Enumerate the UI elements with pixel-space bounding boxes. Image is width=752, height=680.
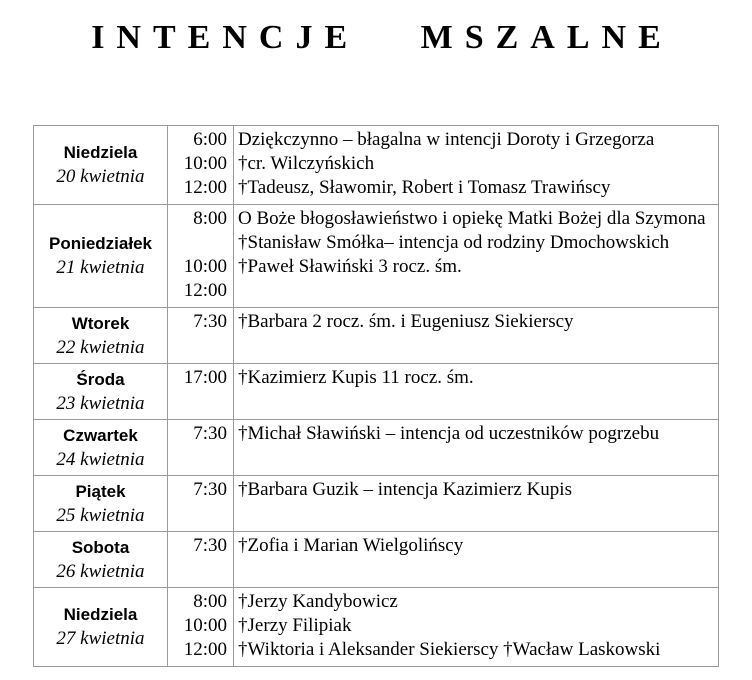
intentions-cell — [234, 364, 719, 420]
mass-intention: †Kazimierz Kupis 11 rocz. śm. — [238, 367, 474, 388]
table-row — [34, 126, 719, 205]
day-cell — [34, 420, 168, 476]
day-date: 25 kwietnia — [56, 504, 145, 526]
intentions-cell — [234, 588, 719, 667]
day-date: 23 kwietnia — [56, 392, 145, 414]
mass-intention: †Barbara Guzik – intencja Kazimierz Kupis — [238, 479, 572, 500]
day-cell — [34, 364, 168, 420]
day-name: Piątek — [75, 481, 126, 501]
mass-time: 7:30 — [193, 423, 227, 444]
times-cell — [168, 532, 234, 588]
day-name: Czwartek — [63, 425, 138, 445]
intentions-table — [33, 125, 719, 667]
intentions-cell — [234, 308, 719, 364]
times-cell — [168, 126, 234, 205]
table-row — [34, 476, 719, 532]
mass-time: 7:30 — [193, 311, 227, 332]
day-cell — [34, 126, 168, 205]
times-cell — [168, 205, 234, 308]
day-date: 20 kwietnia — [56, 166, 145, 187]
intentions-cell — [234, 126, 719, 205]
mass-intention: †Barbara 2 rocz. śm. i Eugeniusz Siekierscy — [238, 311, 574, 332]
mass-time: 7:30 — [193, 479, 227, 500]
mass-time: 12:00 — [183, 280, 227, 301]
intentions-cell — [234, 532, 719, 588]
day-name: Wtorek — [71, 313, 130, 333]
mass-intention: †Zofia i Marian Wielgolińscy — [238, 535, 464, 556]
day-cell — [34, 476, 168, 532]
day-date: 26 kwietnia — [56, 560, 145, 582]
table-row — [34, 420, 719, 476]
times-cell — [168, 476, 234, 532]
day-cell — [34, 532, 168, 588]
mass-time: 12:00 — [183, 177, 227, 198]
day-date: 24 kwietnia — [56, 448, 145, 470]
intentions-cell — [234, 420, 719, 476]
day-name: Środa — [76, 369, 125, 389]
mass-intention: †Wiktoria i Aleksander Siekierscy †Wacław Laskowski — [238, 639, 661, 660]
mass-time: 10:00 — [183, 615, 227, 636]
table-row — [34, 588, 719, 667]
mass-intention: †Jerzy Filipiak — [238, 615, 352, 636]
day-name: Niedziela — [63, 605, 138, 624]
mass-intention: †Michał Sławiński – intencja od uczestników pogrzebu — [238, 423, 660, 444]
table-row — [34, 532, 719, 588]
mass-time: 12:00 — [183, 639, 227, 660]
mass-intention: O Boże błogosławieństwo i opiekę Matki Bożej dla Szymona — [238, 208, 706, 229]
day-cell — [34, 588, 168, 667]
day-date: 22 kwietnia — [56, 336, 145, 358]
day-date: 21 kwietnia — [56, 257, 145, 278]
mass-time: 7:30 — [193, 535, 227, 556]
times-cell — [168, 364, 234, 420]
mass-time: 10:00 — [183, 256, 227, 277]
mass-time: 8:00 — [193, 591, 227, 612]
table-row — [34, 364, 719, 420]
day-cell — [34, 205, 168, 308]
mass-time: 10:00 — [183, 153, 227, 174]
day-name: Sobota — [71, 537, 130, 557]
times-cell — [168, 308, 234, 364]
page-title: INTENCJE MSZALNE — [91, 19, 673, 56]
times-cell — [168, 588, 234, 667]
mass-intention: †cr. Wilczyńskich — [238, 153, 375, 174]
mass-intention: †Tadeusz, Sławomir, Robert i Tomasz Trawińscy — [238, 177, 611, 198]
mass-intention: †Jerzy Kandybowicz — [238, 591, 398, 612]
mass-time: 8:00 — [193, 208, 227, 229]
spacer — [168, 231, 227, 255]
mass-time: 6:00 — [193, 129, 227, 150]
day-date: 27 kwietnia — [56, 628, 145, 649]
intentions-cell — [234, 476, 719, 532]
mass-intention: †Paweł Sławiński 3 rocz. śm. — [238, 256, 462, 277]
mass-intention: Dziękczynno – błagalna w intencji Doroty i Grzegorza — [238, 129, 655, 150]
day-name: Poniedziałek — [49, 234, 152, 253]
day-cell — [34, 308, 168, 364]
intentions-cell — [234, 205, 719, 308]
table-row — [34, 308, 719, 364]
day-name: Niedziela — [63, 143, 138, 162]
mass-time: 17:00 — [183, 367, 227, 388]
table-row — [34, 205, 719, 308]
times-cell — [168, 420, 234, 476]
mass-intention: †Stanisław Smółka– intencja od rodziny Dmochowskich — [238, 232, 670, 253]
